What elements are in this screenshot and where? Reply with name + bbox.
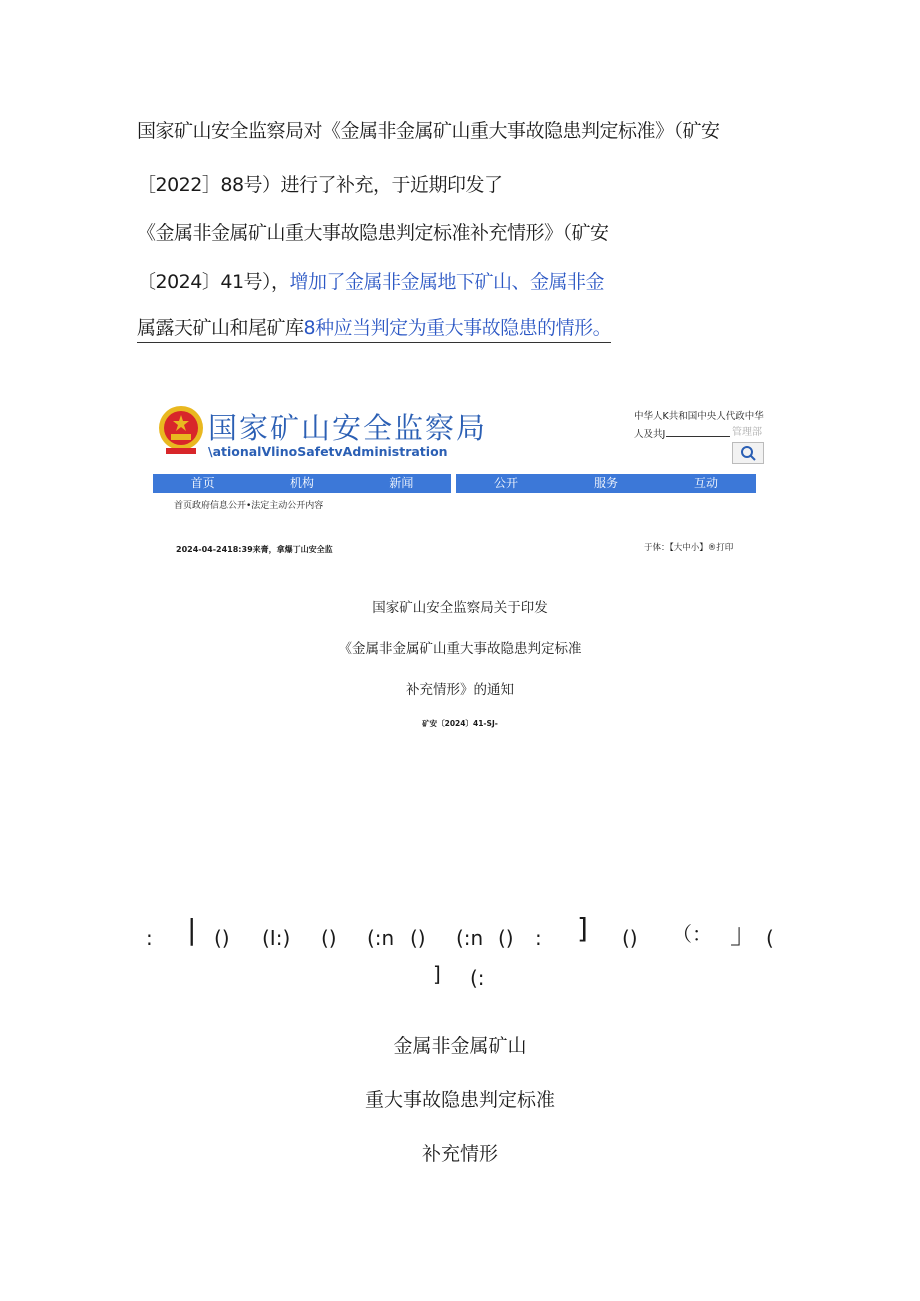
glyph-12: () (622, 926, 638, 950)
glyph-3: () (214, 926, 230, 950)
nav-bar-right (456, 474, 756, 493)
nav-item-public[interactable]: 公开 (493, 476, 518, 490)
glyph-10: : (535, 926, 542, 950)
glyph-13: （： (672, 922, 712, 946)
nav-item-service[interactable]: 服务 (593, 476, 618, 490)
glyph-11: ] (577, 912, 588, 945)
publish-meta: 2024-04-2418:39来膏，拿爆丁山安全监 (176, 545, 333, 554)
intro-link-2[interactable]: 8种应当判定为重大事故隐患的情形。 (303, 317, 612, 339)
search-button[interactable] (732, 442, 764, 464)
search-icon (733, 443, 763, 463)
notice-title-2: 《金属非金属矿山重大事故隐患判定标准 (338, 641, 582, 657)
glyph-1: : (146, 926, 153, 950)
breadcrumb[interactable]: 首页政府信息公开•法定主动公开内容 (174, 501, 324, 511)
gov-link-bottom[interactable]: 人及共J (634, 429, 666, 440)
glyph-15: ( (766, 926, 774, 950)
glyph-14: 」 (730, 917, 759, 950)
nav-item-home[interactable]: 首页 (190, 476, 215, 490)
heading-line-3: 补充情形 (421, 1143, 498, 1165)
intro-line-1: 国家矿山安全监察局对《金属非金属矿山重大事故隐患判定标准》（矿安 (137, 120, 720, 142)
glyph-6: (:n (367, 926, 395, 950)
nav-item-news[interactable]: 新闻 (389, 476, 414, 490)
font-size-control[interactable]: 于体：【大中小】®打印 (644, 543, 734, 553)
national-emblem-icon (156, 404, 206, 456)
notice-title-3: 补充情形》的通知 (406, 682, 514, 698)
glyph-5: () (321, 926, 337, 950)
gov-link-underline (666, 436, 730, 437)
nav-item-org[interactable]: 机构 (289, 476, 314, 490)
heading-line-1: 金属非金属矿山 (393, 1035, 527, 1057)
intro-line-5 (137, 313, 611, 343)
intro-line-4 (137, 267, 604, 294)
notice-doc-number: 矿安〔2024〕41-SJ- (422, 719, 498, 728)
notice-title-1: 国家矿山安全监察局关于印发 (372, 600, 548, 616)
glyph-8: (:n (456, 926, 484, 950)
nav-bar-left (153, 474, 451, 493)
glyph-16: ] (433, 962, 441, 986)
nav-item-interact[interactable]: 互动 (693, 476, 718, 490)
glyph-17: (: (470, 966, 485, 990)
intro-line-3: 《金属非金属矿山重大事故隐患判定标准补充情形》（矿安 (137, 222, 609, 244)
site-title-en: \ationalVlinoSafetvAdministration (208, 444, 448, 459)
glyph-7: () (410, 926, 426, 950)
website-screenshot (150, 396, 770, 726)
gov-link-top[interactable]: 中华人K共和国中央人代政中华 (634, 411, 764, 422)
intro-line-5-text: 属露天矿山和尾矿库 (137, 317, 304, 339)
intro-link-1[interactable]: 增加了金属非金属地下矿山、金属非金 (289, 271, 605, 293)
glyph-2: | (187, 913, 197, 946)
site-title[interactable]: 国家矿山安全监察局 (208, 411, 488, 445)
intro-line-2: ［2022］88号）进行了补充，于近期印发了 (137, 174, 503, 196)
gov-faint-label: 管理部 (732, 427, 762, 438)
glyph-9: () (498, 926, 514, 950)
glyph-4: (I:) (262, 926, 291, 950)
doc-number-ref: 〔2024〕41号）， (137, 271, 290, 293)
heading-line-2: 重大事故隐患判定标准 (364, 1089, 555, 1111)
